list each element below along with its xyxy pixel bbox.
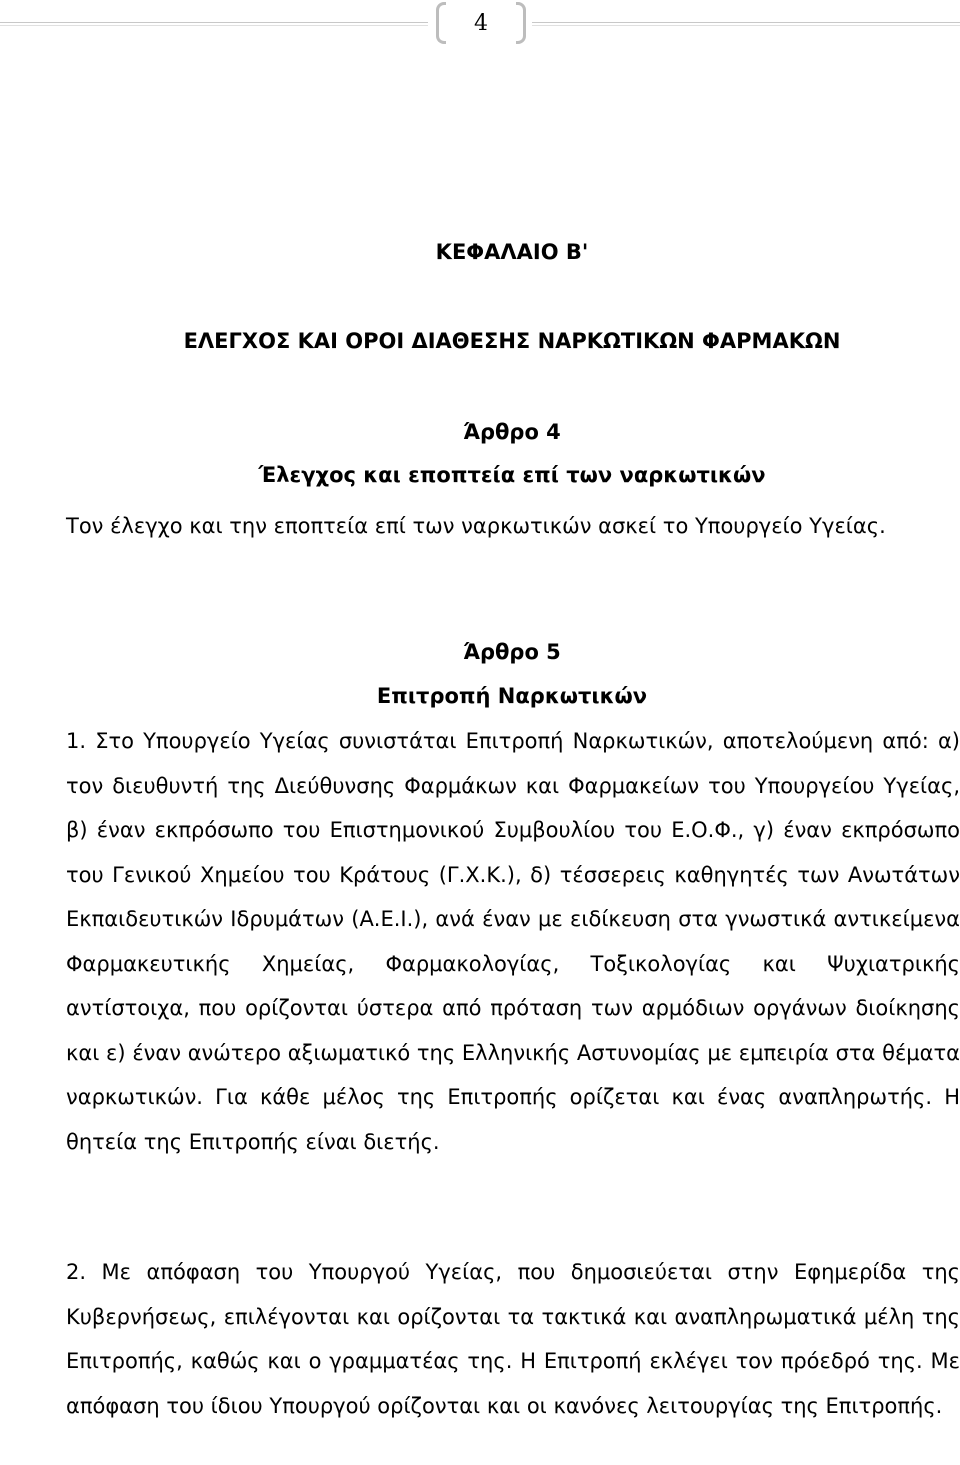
- article-5-paragraph-1: 1. Στο Υπουργείο Υγείας συνιστάται Επιτροπή Ναρκωτικών, αποτελούμενη από: α) τον διευθυντή της Διεύθυνσης Φαρμάκων και Φαρμακείων του Υπουργείου Υγείας, β) έναν εκπρόσωπο του Επιστημονικού Συμβουλίου του Ε.Ο.Φ., γ) έναν εκπρόσωπο του Γενικού Χημείου του Κράτους (Γ.Χ.Κ.), δ) τέσσερεις καθηγητές των Ανωτάτων Εκπαιδευτικών Ιδρυμάτων (Α.Ε.Ι.), ανά έναν με ειδίκευση στα γνωστικά αντικείμενα Φαρμακευτικής Χημείας, Φαρμακολογίας, Τοξικολογίας και Ψυχιατρικής αντίστοιχα, που ορίζονται ύστερα από πρόταση των αρμόδιων οργάνων διοίκησης και ε) έναν ανώτερο αξιωματικό της Ελληνικής Αστυνομίας με εμπειρία στα θέματα ναρκωτικών. Για κάθε μέλος της Επιτροπής ορίζεται και ένας αναπληρωτής. Η θητεία της Επιτροπής είναι διετής.: [66, 729, 960, 1154]
- page-number: 4: [474, 11, 488, 36]
- chapter-title: ΕΛΕΓΧΟΣ ΚΑΙ ΟΡΟΙ ΔΙΑΘΕΣΗΣ ΝΑΡΚΩΤΙΚΩΝ ΦΑΡΜΑΚΩΝ: [183, 329, 841, 353]
- article-5-number: Άρθρο 5: [463, 640, 561, 664]
- page-number-frame: [436, 2, 526, 46]
- article-4-heading: Έλεγχος και εποπτεία επί των ναρκωτικών: [258, 463, 766, 487]
- right-bracket-icon: [516, 2, 526, 44]
- chapter-label: ΚΕΦΑΛΑΙΟ Β': [435, 240, 589, 264]
- article-5-heading: Επιτροπή Ναρκωτικών: [376, 684, 648, 708]
- header-rule-left: [0, 22, 428, 23]
- header-rule-right: [532, 22, 960, 23]
- article-4-body: Τον έλεγχο και την εποπτεία επί των ναρκωτικών ασκεί το Υπουργείο Υγείας.: [66, 514, 886, 538]
- article-4-number: Άρθρο 4: [463, 420, 561, 444]
- article-5-paragraph-2: 2. Με απόφαση του Υπουργού Υγείας, που δημοσιεύεται στην Εφημερίδα της Κυβερνήσεως, επιλέγονται και ορίζονται τα τακτικά και αναπληρωματικά μέλη της Επιτροπής, καθώς και ο γραμματέας της. Η Επιτροπή εκλέγει τον πρόεδρό της. Με απόφαση του ίδιου Υπουργού ορίζονται και οι κανόνες λειτουργίας της Επιτροπής.: [66, 1260, 960, 1418]
